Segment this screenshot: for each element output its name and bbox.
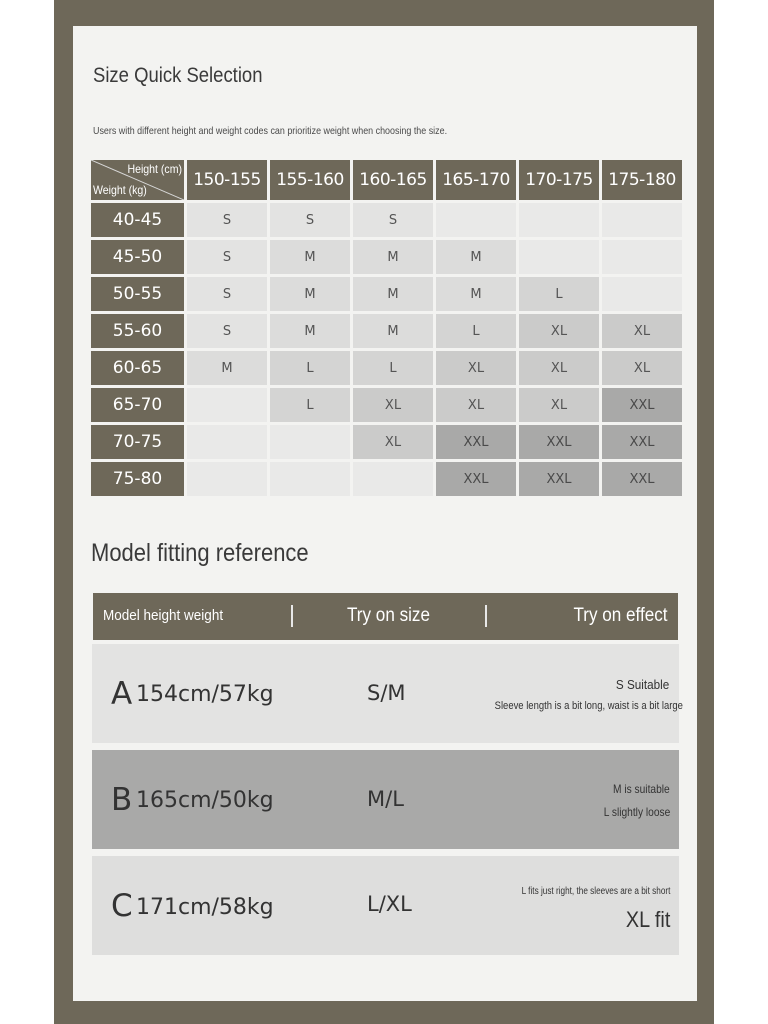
model-try-on-size: L/XL <box>367 892 412 916</box>
size-cell: L <box>353 351 433 385</box>
size-cell: XL <box>353 425 433 459</box>
model-effect-secondary: Sleeve length is a bit long, waist is a bit large <box>494 700 683 712</box>
size-cell: L <box>436 314 516 348</box>
weight-row-header: 55-60 <box>91 314 184 348</box>
size-cell <box>353 462 433 496</box>
size-cell: M <box>270 277 350 311</box>
size-cell: XL <box>602 351 682 385</box>
header-try-on-effect: Try on effect <box>573 605 668 626</box>
size-quick-selection-title: Size Quick Selection <box>93 64 263 87</box>
weight-row-header: 45-50 <box>91 240 184 274</box>
size-chart-table <box>91 160 680 496</box>
size-cell: XL <box>436 388 516 422</box>
corner-weight-label: Weight (kg) <box>93 183 147 197</box>
size-cell: XL <box>602 314 682 348</box>
height-column-header: 165-170 <box>436 160 516 200</box>
size-cell: XL <box>519 388 599 422</box>
size-cell: M <box>270 314 350 348</box>
header-try-on-size: Try on size <box>347 605 430 626</box>
size-cell <box>436 203 516 237</box>
weight-row-header: 40-45 <box>91 203 184 237</box>
size-cell: XL <box>436 351 516 385</box>
table-corner <box>91 160 184 200</box>
size-cell <box>602 277 682 311</box>
model-try-on-size: M/L <box>367 787 404 811</box>
size-cell <box>270 425 350 459</box>
size-cell: M <box>187 351 267 385</box>
model-effect-primary: M is suitable <box>613 782 670 796</box>
size-cell: XL <box>353 388 433 422</box>
size-cell: S <box>187 203 267 237</box>
model-letter: A <box>111 676 133 712</box>
weight-row-header: 50-55 <box>91 277 184 311</box>
size-cell <box>602 240 682 274</box>
height-column-header: 160-165 <box>353 160 433 200</box>
weight-row-header: 65-70 <box>91 388 184 422</box>
size-cell: XL <box>519 351 599 385</box>
size-cell <box>270 462 350 496</box>
size-cell <box>519 240 599 274</box>
size-cell: L <box>270 351 350 385</box>
weight-row-header: 75-80 <box>91 462 184 496</box>
size-cell: M <box>270 240 350 274</box>
height-column-header: 175-180 <box>602 160 682 200</box>
model-table-header <box>93 593 678 640</box>
size-cell: S <box>270 203 350 237</box>
model-row-c <box>92 856 679 955</box>
size-cell: XXL <box>602 425 682 459</box>
model-effect-primary: L fits just right, the sleeves are a bit short <box>521 886 670 897</box>
size-cell: XXL <box>602 388 682 422</box>
weight-row-header: 70-75 <box>91 425 184 459</box>
notch-marker <box>62 120 73 142</box>
size-note: Users with different height and weight codes can prioritize weight when choosing the size. <box>93 125 448 137</box>
model-letter: B <box>111 782 133 818</box>
height-column-header: 170-175 <box>519 160 599 200</box>
size-cell: XXL <box>519 425 599 459</box>
model-effect-secondary: L slightly loose <box>603 805 670 819</box>
size-cell: XXL <box>436 425 516 459</box>
size-cell: M <box>353 314 433 348</box>
size-cell <box>602 203 682 237</box>
model-effect-primary: S Suitable <box>615 677 669 692</box>
weight-row-header: 60-65 <box>91 351 184 385</box>
model-row-a <box>92 644 683 743</box>
model-row-b <box>92 750 679 849</box>
size-cell: S <box>353 203 433 237</box>
header-divider <box>291 605 293 627</box>
size-cell <box>187 462 267 496</box>
header-divider <box>485 605 487 627</box>
corner-height-label: Height (cm) <box>127 162 182 176</box>
size-cell: S <box>187 240 267 274</box>
size-cell: XXL <box>436 462 516 496</box>
size-cell: M <box>353 240 433 274</box>
height-column-header: 150-155 <box>187 160 267 200</box>
size-cell: XXL <box>602 462 682 496</box>
height-column-header: 155-160 <box>270 160 350 200</box>
size-cell: M <box>353 277 433 311</box>
model-effect-secondary: XL fit <box>625 907 670 932</box>
model-measurement: 154cm/57kg <box>136 682 274 707</box>
size-cell: L <box>519 277 599 311</box>
size-cell <box>519 203 599 237</box>
model-try-on-size: S/M <box>367 681 406 705</box>
size-cell: S <box>187 314 267 348</box>
size-cell: XXL <box>519 462 599 496</box>
model-measurement: 171cm/58kg <box>136 895 274 920</box>
size-cell: L <box>270 388 350 422</box>
model-measurement: 165cm/50kg <box>136 788 274 813</box>
size-cell: XL <box>519 314 599 348</box>
size-cell <box>187 388 267 422</box>
model-fitting-title: Model fitting reference <box>91 539 309 567</box>
size-cell: S <box>187 277 267 311</box>
model-letter: C <box>111 888 133 924</box>
size-cell: M <box>436 277 516 311</box>
size-cell: M <box>436 240 516 274</box>
size-cell <box>187 425 267 459</box>
header-model-height-weight: Model height weight <box>103 607 224 624</box>
